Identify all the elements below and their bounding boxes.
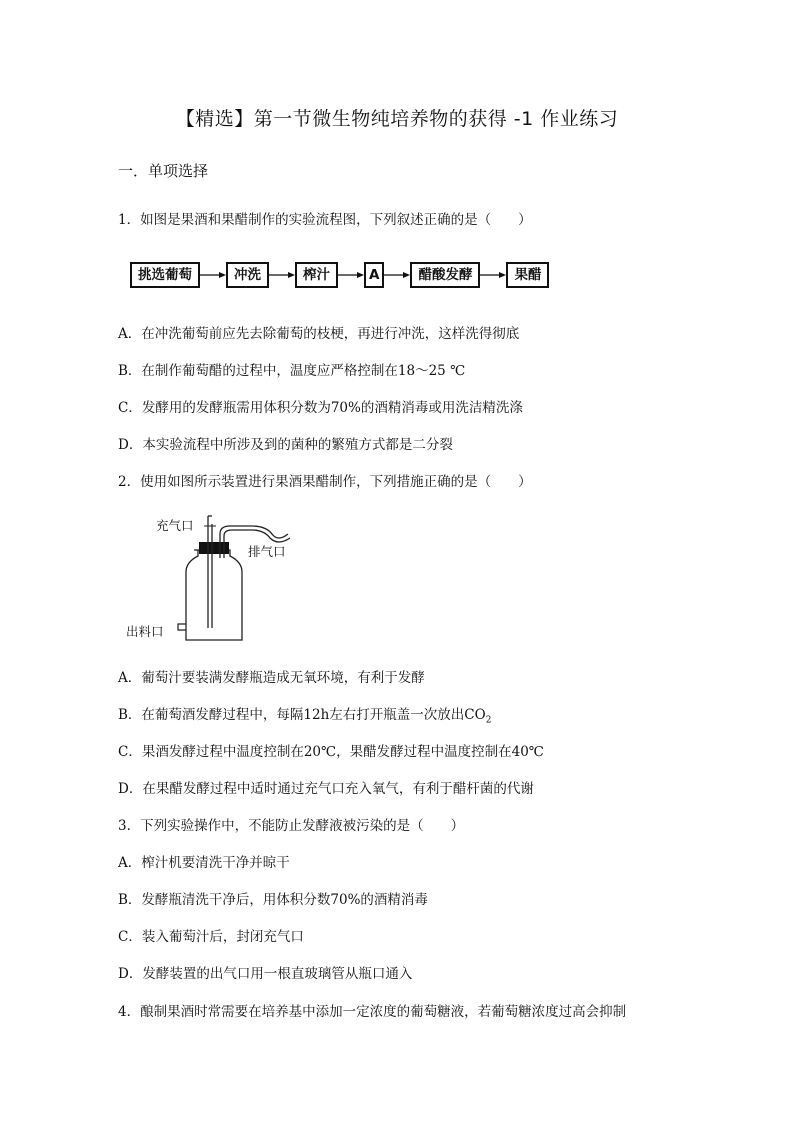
arrow-right-icon (384, 264, 410, 286)
question-2-option-a: A．葡萄汁要装满发酵瓶造成无氧环境，有利于发酵 (118, 670, 425, 686)
label-exhaust: 排气口 (248, 544, 286, 559)
arrow-right-icon (269, 264, 295, 286)
flow-step-6: 果醋 (506, 262, 549, 288)
arrow-right-icon (480, 264, 506, 286)
question-3-stem: 3．下列实验操作中，不能防止发酵液被污染的是（ ） (118, 818, 465, 834)
question-1-option-c: C．发酵用的发酵瓶需用体积分数为70%的酒精消毒或用洗洁精洗涤 (118, 400, 523, 416)
question-4-stem: 4．酿制果酒时常需要在培养基中添加一定浓度的葡萄糖液，若葡萄糖浓度过高会抑制 (118, 1004, 627, 1020)
question-3-option-c: C．装入葡萄汁后，封闭充气口 (118, 929, 304, 945)
question-2-option-d: D．在果醋发酵过程中适时通过充气口充入氧气，有利于醋杆菌的代谢 (118, 781, 534, 797)
arrow-right-icon (338, 264, 364, 286)
question-3-option-d: D．发酵装置的出气口用一根直玻璃管从瓶口通入 (118, 966, 413, 982)
question-3-option-b: B．发酵瓶清洗干净后，用体积分数70%的酒精消毒 (118, 892, 428, 908)
flowchart (130, 262, 549, 288)
question-2-stem: 2．使用如图所示装置进行果酒果醋制作，下列措施正确的是（ ） (118, 474, 532, 490)
section-heading: 一．单项选择 (118, 162, 209, 180)
question-3-option-a: A．榨汁机要清洗干净并晾干 (118, 855, 290, 871)
question-1-option-b: B．在制作葡萄醋的过程中，温度应严格控制在18～25 ℃ (118, 363, 466, 379)
flow-step-1: 挑选葡萄 (130, 262, 200, 288)
co2-subscript: 2 (485, 715, 492, 726)
question-2-option-b-text: B．在葡萄酒发酵过程中，每隔12h左右打开瓶盖一次放出CO (118, 707, 486, 723)
flow-step-3: 榨汁 (295, 262, 338, 288)
question-2-option-c: C．果酒发酵过程中温度控制在20℃，果醋发酵过程中温度控制在40℃ (118, 744, 544, 760)
flow-step-4: A (364, 262, 384, 288)
question-1-option-a: A．在冲洗葡萄前应先去除葡萄的枝梗，再进行冲洗，这样洗得彻底 (118, 326, 520, 342)
question-1-stem: 1．如图是果酒和果醋制作的实验流程图，下列叙述正确的是（ ） (118, 212, 532, 228)
question-2-option-b (118, 703, 491, 726)
flow-step-2: 冲洗 (226, 262, 269, 288)
flow-step-5: 醋酸发酵 (410, 262, 480, 288)
question-1-option-d: D．本实验流程中所涉及到的菌种的繁殖方式都是二分裂 (118, 437, 453, 453)
label-outlet: 出料口 (126, 624, 164, 639)
label-inlet: 充气口 (156, 518, 194, 533)
document-title: 【精选】第一节微生物纯培养物的获得 -1 作业练习 (175, 108, 619, 130)
arrow-right-icon (200, 264, 226, 286)
fermentation-bottle-figure (124, 512, 304, 644)
